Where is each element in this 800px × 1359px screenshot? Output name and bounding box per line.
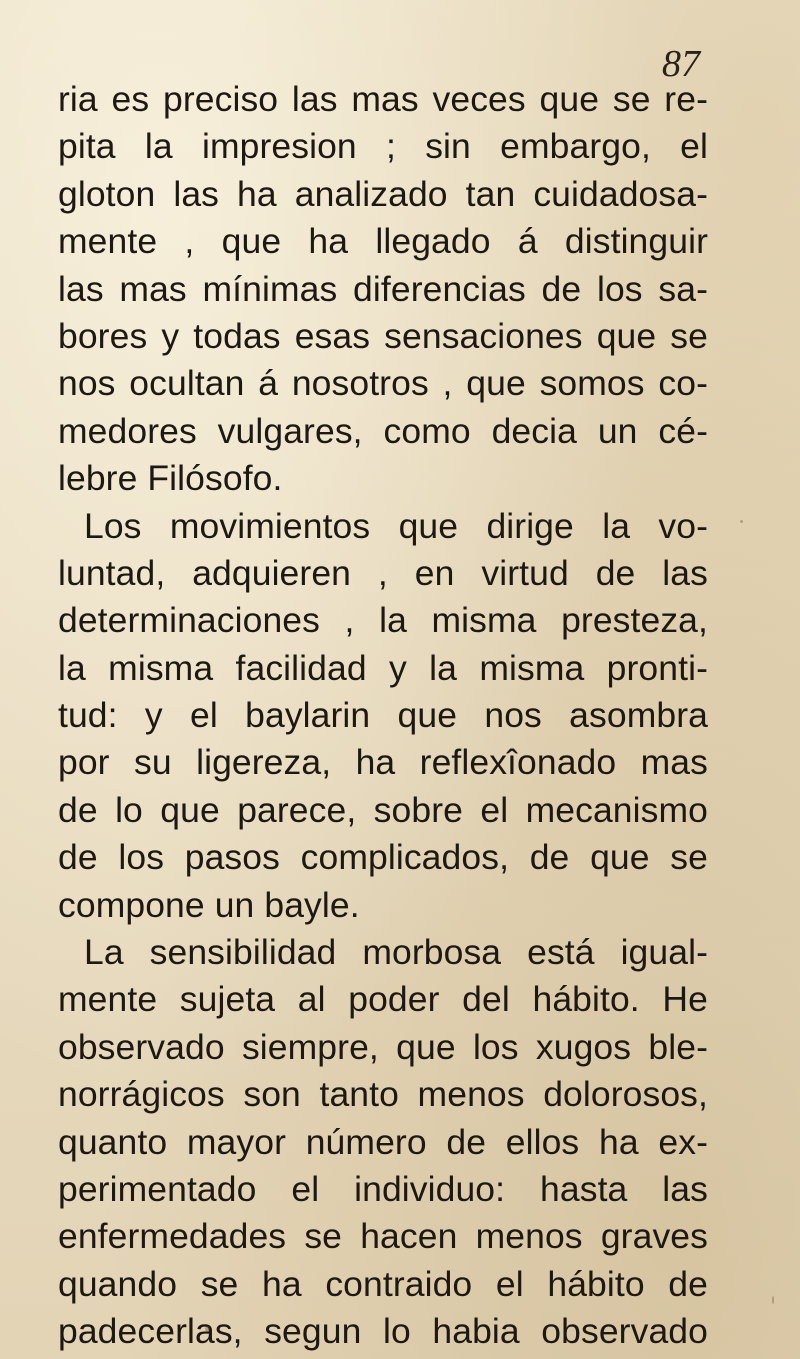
- page-number: 87: [662, 43, 700, 85]
- text-line: enfermedades se hacen menos graves: [58, 1216, 708, 1257]
- text-line: las mas mínimas diferencias de los sa-: [58, 268, 708, 309]
- paper-speck: [205, 1326, 210, 1332]
- text-line: perimentado el individuo: hasta las: [58, 1168, 708, 1209]
- paragraph-end-line: compone un bayle.: [58, 884, 360, 925]
- text-line: tud: y el baylarin que nos asombra: [58, 695, 708, 736]
- text-line: medores vulgares, como decia un cé-: [58, 410, 708, 451]
- paper-speck: [740, 520, 743, 523]
- text-line: la misma facilidad y la misma pronti-: [58, 647, 708, 688]
- text-line: mente , que ha llegado á distinguir: [58, 221, 708, 262]
- text-line: de los pasos complicados, de que se: [58, 837, 708, 878]
- text-line: determinaciones , la misma presteza,: [58, 600, 708, 641]
- text-line: ria es preciso las mas veces que se re-: [58, 79, 708, 119]
- body-text: [58, 76, 708, 1356]
- text-line: norrágicos son tanto menos dolorosos,: [58, 1074, 708, 1115]
- text-line: por su ligereza, ha reflexîonado mas: [58, 742, 708, 783]
- paper-speck: [772, 1296, 774, 1304]
- text-line: quanto mayor número de ellos ha ex-: [58, 1121, 708, 1162]
- text-line: quando se ha contraido el hábito de: [58, 1263, 708, 1304]
- paragraph-start-line: La sensibilidad morbosa está igual-: [84, 932, 708, 973]
- text-line: observado siempre, que los xugos ble-: [58, 1026, 708, 1067]
- text-line: nos ocultan á nosotros , que somos co-: [58, 363, 708, 404]
- text-line: mente sujeta al poder del hábito. He: [58, 979, 708, 1020]
- text-line: gloton las ha analizado tan cuidadosa-: [58, 173, 708, 214]
- text-line: de lo que parece, sobre el mecanismo: [58, 789, 708, 830]
- text-line: pita la impresion ; sin embargo, el: [58, 126, 708, 167]
- paragraph-end-line: lebre Filósofo.: [58, 458, 283, 499]
- paragraph-start-line: Los movimientos que dirige la vo-: [84, 505, 708, 546]
- text-line: luntad, adquieren , en virtud de las: [58, 552, 708, 593]
- text-line: bores y todas esas sensaciones que se: [58, 315, 708, 356]
- text-line: padecerlas, segun lo habia observado: [58, 1311, 708, 1352]
